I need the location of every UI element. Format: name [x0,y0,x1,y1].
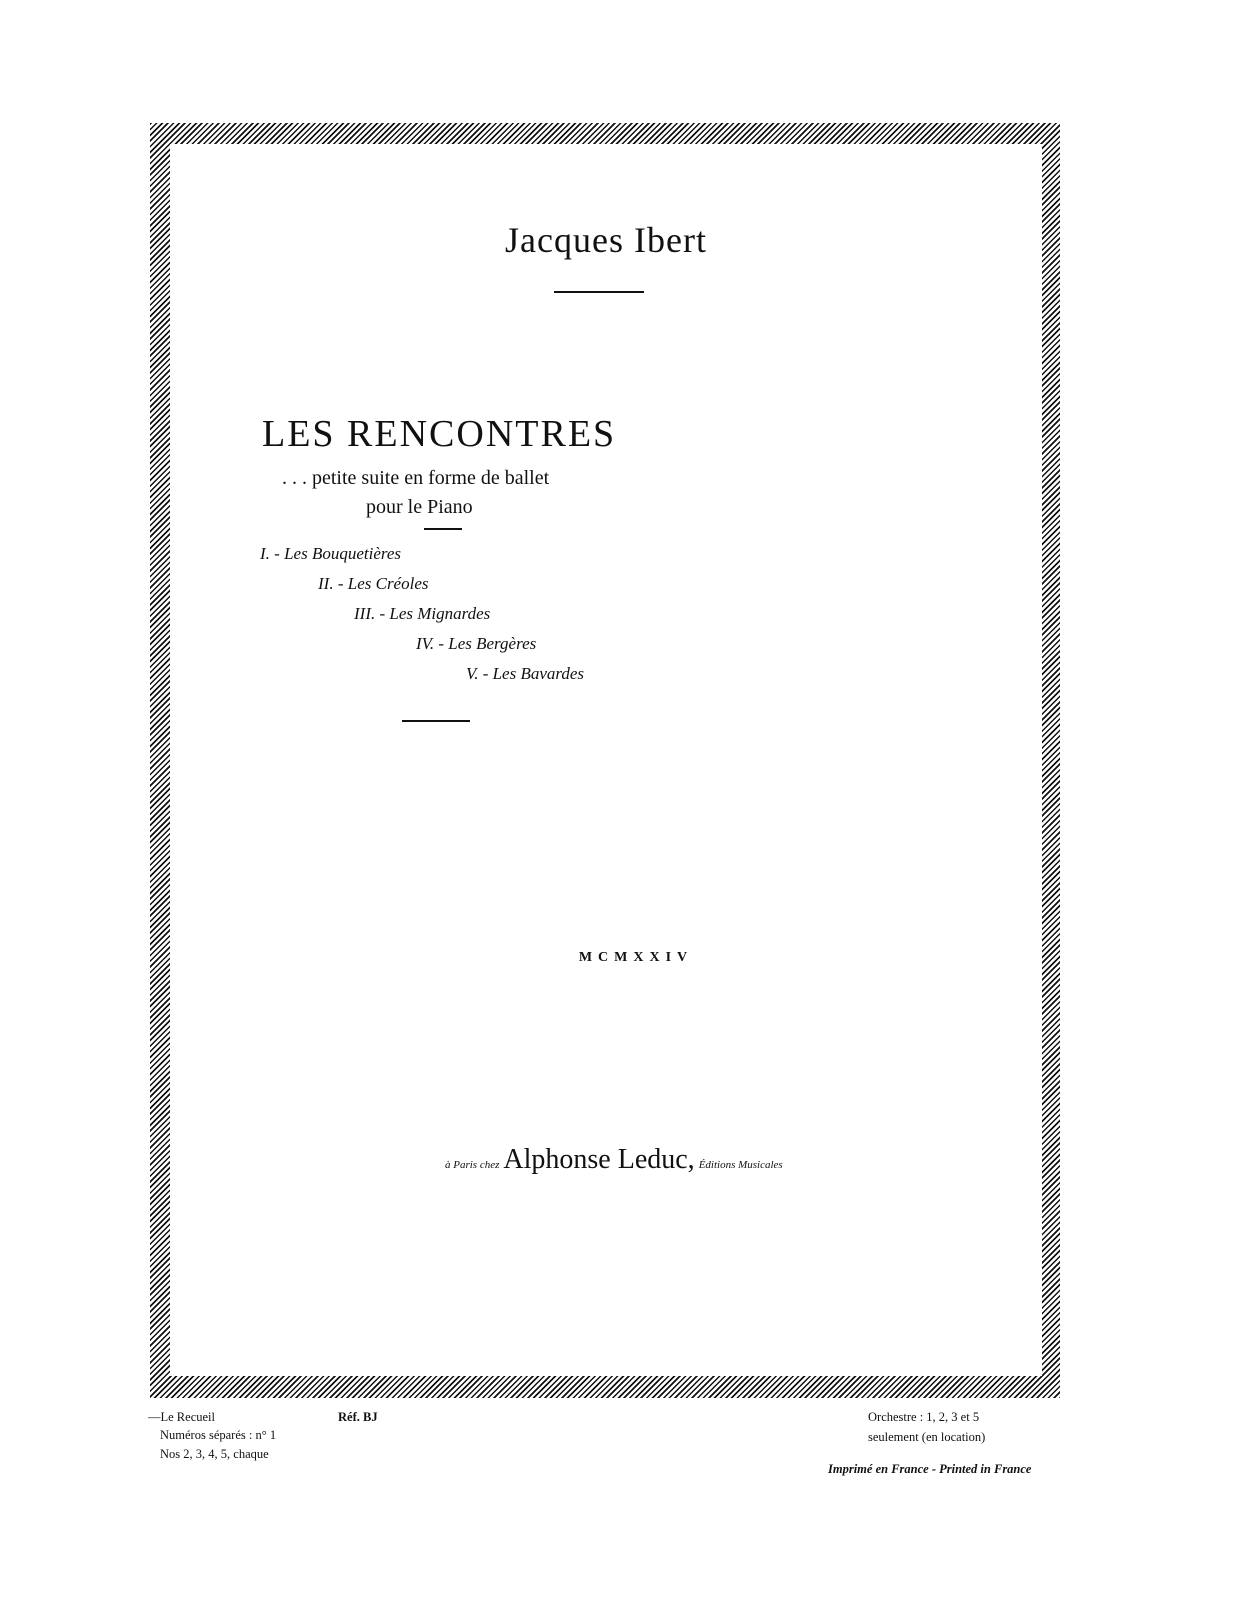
publisher-name: Alphonse Leduc, [503,1144,695,1175]
movement-1: I. - Les Bouquetières [260,544,402,563]
movement-2: II. - Les Créoles [318,574,429,593]
footer-orchestre-2: seulement (en location) [868,1430,986,1444]
footer-ref: Réf. BJ [338,1410,378,1424]
composer-rule [554,291,644,293]
title-rule [424,528,462,530]
movements-rule [402,720,470,722]
work-title: LES RENCONTRES [262,413,617,455]
footer-printed-in-france: Imprimé en France - Printed in France [828,1462,1032,1476]
instrumentation: pour le Piano [366,496,473,518]
title-page-panel [170,144,1042,1376]
movement-5: V. - Les Bavardes [466,664,585,683]
footer-recueil: —Le Recueil [148,1410,215,1424]
composer-name: Jacques Ibert [505,220,707,260]
footer-numeros: Numéros séparés : n° 1 [160,1428,277,1442]
footer-nos: Nos 2, 3, 4, 5, chaque [160,1447,269,1461]
movement-3: III. - Les Mignardes [354,604,491,623]
publication-year: MCMXXIV [578,950,694,965]
work-subtitle: . . . petite suite en forme de ballet [282,467,550,489]
publisher-line [445,1144,783,1176]
publisher-prefix: à Paris chez [445,1159,500,1171]
movement-4: IV. - Les Bergères [416,634,537,653]
decorative-hatched-border [150,123,1060,1398]
publisher-suffix: Éditions Musicales [698,1159,783,1171]
footer-orchestre-1: Orchestre : 1, 2, 3 et 5 [868,1410,980,1424]
